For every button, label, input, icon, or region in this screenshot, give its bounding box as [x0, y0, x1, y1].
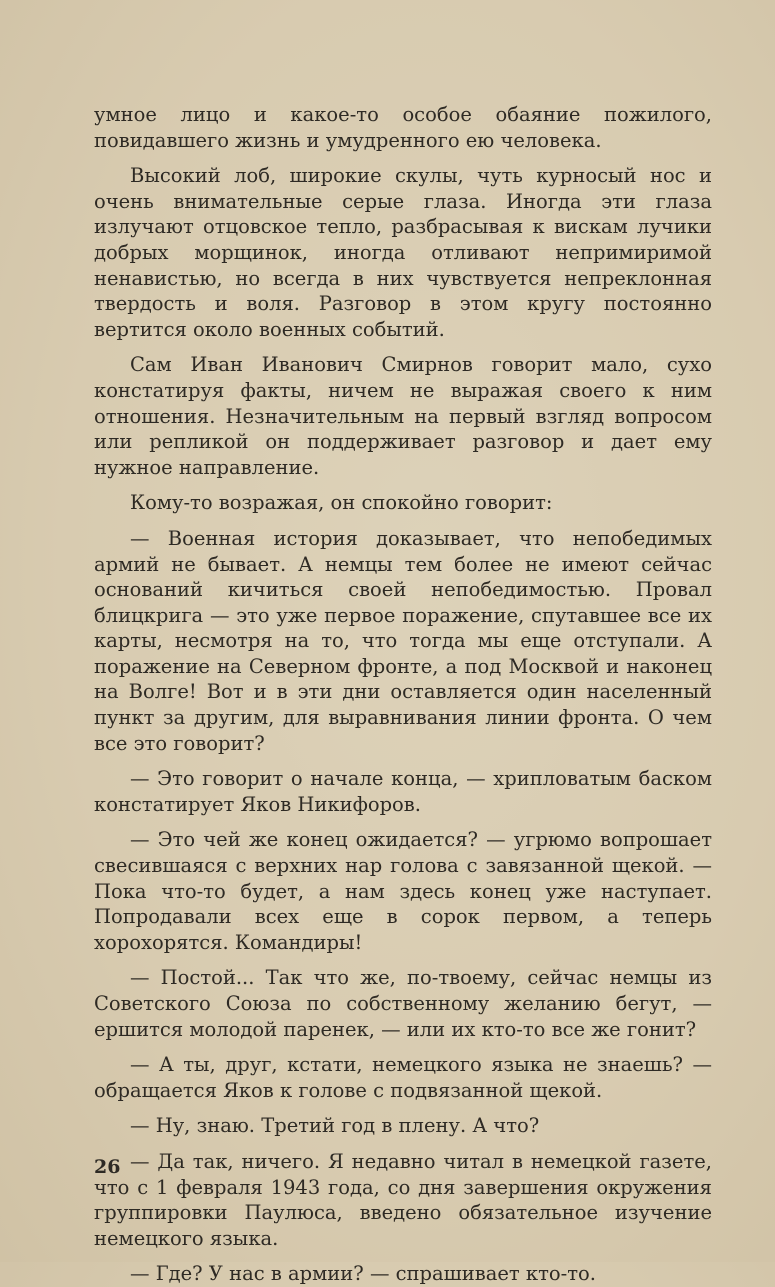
- paragraph-10: — Ну, знаю. Третий год в плену. А что?: [130, 1114, 540, 1138]
- paragraph-2: Высокий лоб, широкие скулы, чуть курносый нос и очень внимательные серые глаза. Иногда эти глаза излучают отцовское тепло, разбрасывая к вискам лучики добрых морщинок, иногда отливают непримиримой ненавистью, но всегда в них чувствуется непреклонная твердость и воля. Разговор в этом кругу постоянно вертится около военных событий.: [94, 164, 712, 341]
- paragraph-9: — А ты, друг, кстати, немецкого языка не знаешь? — обращается Яков к голове с подвязанной щекой.: [94, 1053, 712, 1102]
- body-text: [94, 102, 712, 1287]
- paragraph-5: — Военная история доказывает, что непобедимых армий не бывает. А немцы тем более не имеют сейчас оснований кичиться своей непобедимостью. Провал блицкрига — это уже первое поражение, спутавшее все их карты, несмотря на то, что тогда мы еще отступали. А поражение на Северном фронте, а под Москвой и наконец на Волге! Вот и в эти дни оставляется один населенный пункт за другим, для выравнивания линии фронта. О чем все это говорит?: [94, 526, 712, 755]
- paragraph-3: Сам Иван Иванович Смирнов говорит мало, сухо констатируя факты, ничем не выражая своего к ним отношения. Незначительным на первый взгляд вопросом или репликой он поддерживает разговор и дает ему нужное направление.: [94, 353, 712, 479]
- paragraph-8: — Постой... Так что же, по-твоему, сейчас немцы из Советского Союза по собственному желанию бегут, — ершится молодой паренек, — или их кто-то все же гонит?: [94, 966, 712, 1041]
- paragraph-12: — Где? У нас в армии? — спрашивает кто-то.: [130, 1262, 596, 1286]
- paragraph-4: Кому-то возражая, он спокойно говорит:: [130, 491, 553, 515]
- paragraph-11: — Да так, ничего. Я недавно читал в немецкой газете, что с 1 февраля 1943 года, со дня завершения окружения группировки Паулюса, введено обязательное изучение немецкого языка.: [94, 1149, 712, 1250]
- paragraph-1: умное лицо и какое-то особое обаяние пожилого, повидавшего жизнь и умудренного ею человека.: [94, 103, 712, 152]
- page-number: 26: [94, 1156, 121, 1178]
- paragraph-6: — Это говорит о начале конца, — хрипловатым баском констатирует Яков Никифоров.: [94, 767, 712, 816]
- paragraph-7: — Это чей же конец ожидается? — угрюмо вопрошает свесившаяся с верхних нар голова с завязанной щекой. — Пока что-то будет, а нам здесь конец уже наступает. Попродавали всех еще в сорок первом, а теперь хорохорятся. Командиры!: [94, 828, 712, 954]
